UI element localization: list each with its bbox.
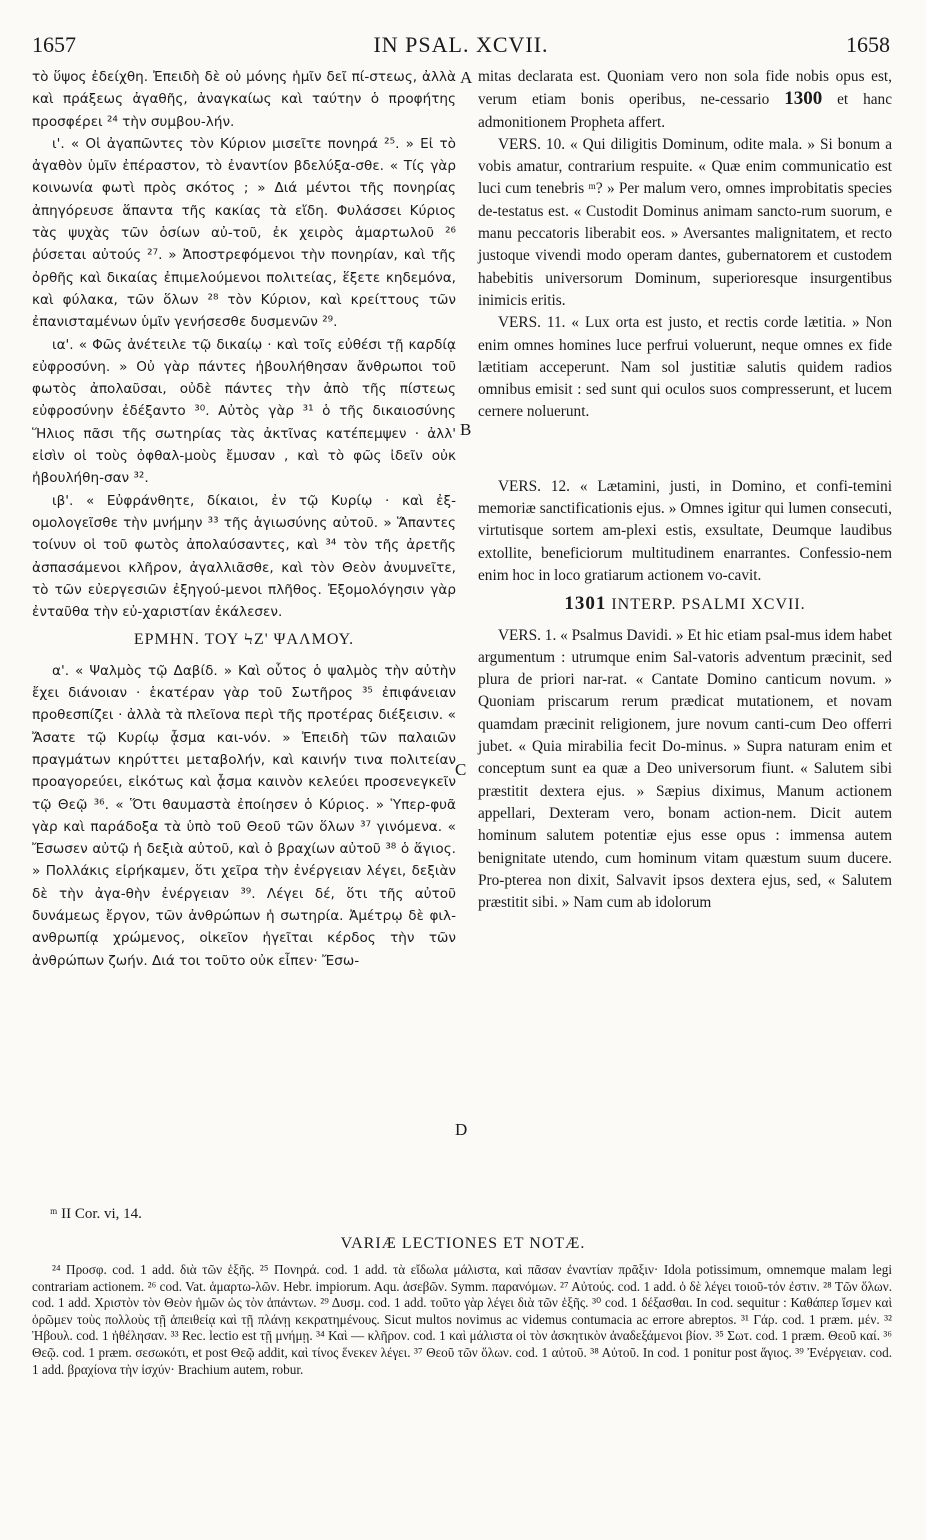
column-number-1300: 1300 [784,88,823,110]
latin-column [478,66,892,914]
greek-paragraph-4: ιβ'. « Εὐφράνθητε, δίκαιοι, ἐν τῷ Κυρίῳ · καὶ ἐξ-ομολογεῖσθε τὴν μνήμην ³³ τῆς ἁγιωσύνης αὐτοῦ. » Ἅπαντες τοίνυν οἱ τοῦ φωτὸς ἀπολαύσαντες, καὶ ³⁴ τὸν τῆς ἀρετῆς ἀσπασάμενοι κλῆρον, ἀγαλλιᾶσθε, καὶ τὸν Θεὸν ἀνυμνεῖτε, τὸ τῶν εὐεργεσιῶν ἐξηγού-μενοι πλῆθος. Ἐξομολόγησιν γὰρ ἐνταῦθα τὴν εὐ-χαριστίαν ἐκάλεσεν. [32,492,456,621]
greek-paragraph-5: α'. « Ψαλμὸς τῷ Δαβίδ. » Καὶ οὗτος ὁ ψαλμὸς τὴν αὐτὴν ἔχει διάνοιαν · ἑκατέραν γὰρ τοῦ Σωτῆρος ³⁵ ἐπιφάνειαν προθεσπίζει · ἀλλὰ τὰ πλεῖονα περὶ τῆς προτέρας διέξεισιν. « Ἄσατε τῷ Κυρίῳ ᾆσμα και-νόν. » Ἐπειδὴ τῶν παλαιῶν πραγμάτων κηρύττει μεταβολήν, καὶ καινήν τινα πολιτείαν προαγορεύει, εἰκότως καὶ ᾆσμα καινὸν κελεύει προσενεγκεῖν τῷ Θεῷ ³⁶. « Ὅτι θαυμαστὰ ἐποίησεν ὁ Κύριος. » Ὑπερ-φυᾶ γὰρ καὶ παράδοξα τὰ ὑπὸ τοῦ Θεοῦ τῶν ὅλων ³⁷ γινόμενα. « Ἔσωσεν αὐτῷ ἡ δεξιὰ αὐτοῦ, καὶ ὁ βραχίων αὐτοῦ ³⁸ ὁ ἅγιος. » Πολλάκις εἰρήκαμεν, ὅτι χεῖρα τὴν ἐνέργειαν λέγει, δεξιὰν δὲ τὴν ἀγα-θὴν ἐνέργειαν ³⁹. Λέγει δέ, ὅτι τῆς αὐτοῦ δυνάμεως ἔργον, τῶν ἀνθρώπων ἡ σωτηρία. Ἀμέτρῳ δὲ φιλ-ανθρωπίᾳ χρώμενος, οἰκεῖον ἡγεῖται κέρδος τὴν τῶν ἀνθρώπων ζωήν. Διά τοι τοῦτο οὐκ εἶπεν· Ἔσω- [32,662,456,969]
greek-paragraph-1: τὸ ὕψος ἐδείχθη. Ἐπειδὴ δὲ οὐ μόνης ἡμῖν δεῖ πί-στεως, ἀλλὰ καὶ πράξεως ἀγαθῆς, ἀναγκαίως καὶ ταύτην ὁ προφήτης προσφέρει ²⁴ τὴν συμβου-λήν. [32,69,456,130]
running-title: IN PSAL. XCVII. [373,32,549,57]
latin-paragraph-3: VERS. 11. « Lux orta est justo, et rectis corde lætitia. » Non enim omnes homines luce perfrui voluerunt, neque omnes ex fide lætitiam acceperunt. Nam sol justitiæ salutis quidem radios omnibus emisit : sed sunt qui oculos suos compresserunt, et lucem cernere noluerunt. [478,314,892,421]
latin-paragraph-1a: mitas declarata est. Quoniam vero non sola fide nobis opus est, verum etiam bonis operibus, ne-cessario [478,68,892,109]
greek-subheading: ΕΡΜΗΝ. ΤΟΥ ϞΖ' ΨΑΛΜΟΥ. [133,631,355,649]
greek-column [32,66,456,972]
column-number-1301: 1301 [564,593,607,615]
latin-paragraph-4: VERS. 12. « Lætamini, justi, in Domino, et confi-temini memoriæ sanctificationis ejus. » Omnes igitur qui lumen consecuti, virtutisque sortem am-plexi estis, exsultate, Deumque laudibus extollite, beneficiorum multitudinem enarrantes. Confessio-nem enim hoc in loco gratiarum actionem vo-cavit. [478,477,892,584]
greek-paragraph-2: ι'. « Οἱ ἀγαπῶντες τὸν Κύριον μισεῖτε πονηρά ²⁵. » Εἰ τὸ ἀγαθὸν ὑμῖν ἐπέραστον, τὸ ἐναντίον βδελύξα-σθε. « Τίς γὰρ κοινωνία φωτὶ πρὸς σκότος ; » Διά μέντοι τῆς πονηρίας ἀπηγόρευσε ἅπαντα τῆς κακίας τὰ εἴδη. Φυλάσσει Κύριος τὰς ψυχὰς τῶν ὁσίων αὐ-τοῦ, ἐκ χειρὸς ἁμαρτωλοῦ ²⁶ ῥύσεται αὐτούς ²⁷. » Ἀποστρεφόμενοι τὴν πονηρίαν, καὶ τῆς ὀρθῆς καὶ δικαίας ἐπιμελούμενοι πολιτείας, ἕξετε κηδεμόνα, καὶ φύλακα, τῶν ὅλων ²⁸ τὸν Κύριον, καὶ κρείττους τῶν ἐπανισταμένων ὑμῖν γενήσεσθε δυσμενῶν ²⁹. [32,135,456,331]
variae-lectiones-title: VARIÆ LECTIONES ET NOTÆ. [340,1235,586,1252]
greek-paragraph-3: ια'. « Φῶς ἀνέτειλε τῷ δικαίῳ · καὶ τοῖς εὐθέσι τῇ καρδίᾳ εὐφροσύνη. » Οὐ γὰρ πάντες ἠβουλήθησαν ἄνθρωποι τοῦ φωτὸς ἀπολαῦσαι, οὐδὲ πάντες τὴν ἀπὸ τῆς πίστεως εὐφροσύνην ἐδέξαντο ³⁰. Αὐτὸς γὰρ ³¹ ὁ τῆς δικαιοσύνης Ἥλιος πᾶσι τῆς σωτηρίας τὰς ἀκτῖνας κατέπεμψεν · ἀλλ' εἰσὶν οἱ τοὺς ὀφθαλ-μοὺς ἔμυσαν , καὶ τὸ φῶς ἰδεῖν οὐκ ἠβουλήθη-σαν ³². [32,336,456,487]
right-column-number: 1658 [846,32,890,57]
footnote: ᵐ II Cor. vi, 14. [50,1206,142,1222]
variae-lectiones-notes [32,1262,892,1378]
margin-letter-c: C [455,760,467,779]
latin-subheading: INTERP. PSALMI XCVII. [611,596,806,614]
latin-paragraph-5: VERS. 1. « Psalmus Davidi. » Et hic etiam psal-mus idem habet argumentum : utrumque enim Sal-vatoris adventum præcinit, sed plura de priori nar-rat. « Cantate Domino canticum novum. » Quoniam priscarum rerum prædicat mutationem, et novam quamdam præcinit religionem, jure novum canti-cum Deo offerri jubet. « Quia mirabilia fecit Do-minus. » Supra naturam enim et conceptum sunt ea quæ a Deo universorum fiunt. « Salutem sibi præstitit dextera ejus. » Sæpius diximus, Manum actionem appellari, Dexteram vero, bonam action-nem. Dicit autem hominum salutem potentiæ ejus esse opus : immensa autem benignitate utendo, cum hominum vitam quæstum suum ducere. Pro-pterea non dixit, Salvavit ipsos dextera ejus, sed, « Salutem præstitit sibi. » Nam cum ab idolorum [478,626,892,912]
margin-letter-b: B [460,420,472,439]
left-column-number: 1657 [32,32,76,57]
latin-paragraph-1b: et hanc admonitionem Propheta affert. [478,91,892,131]
margin-letter-a: A [460,68,473,87]
notes-text: ²⁴ Προσφ. cod. 1 add. διὰ τῶν ἑξῆς. ²⁵ Πονηρά. cod. 1 add. τὰ εἴδωλα μάλιστα, καὶ πᾶσαν ἐναντίαν πρᾶξιν· Idola potissimum, omnemque malam legi contrariam actionem. ²⁶ cod. Vat. ἁμαρτω-λῶν. Hebr. impiorum. Aqu. ἀσεβῶν. Symm. παρανόμων. ²⁷ Αὐτούς. cod. 1 add. ὁ δὲ λέγει τοιοῦ-τόν ἐστιν. ²⁸ Τῶν ὅλων. cod. 1 add. Χριστὸν τὸν Θεὸν ἡμῶν ὡς τὸν ἁπάντων. ²⁹ Δυσμ. cod. 1 add. τοῦτο γὰρ λέγει διὰ τῶν ἑξῆς. ³⁰ cod. 1 δέξασθαι. In cod. sequitur : Καθάπερ ἴσμεν καὶ ὁρῶμεν τοὺς πολλοὺς τῇ ἀπειθείᾳ καὶ τῇ πλάνῃ κεκρατημένους. Sicut multos novimus ac videmus contumacia ac errore abreptos. ³¹ Γάρ. cod. 1 præm. μέν. ³² Ἠβουλ. cod. 1 ἠθέλησαν. ³³ Rec. lectio est τῇ μνήμῃ. ³⁴ Καὶ — κλῆρον. cod. 1 καὶ μάλιστα οἱ τὸν ἀσκητικὸν ἀναδεξάμενοι βίον. ³⁵ Σωτ. cod. 1 præm. Θεοῦ καί. ³⁶ Θεῷ. cod. 1 præm. σεσωκότι, et post Θεῷ addit, καὶ τίνος ἕνεκεν λέγει. ³⁷ Θεοῦ τῶν ὅλων. cod. 1 αὐτοῦ. ³⁸ Αὐτοῦ. In cod. 1 ponitur post ἅγιος. ³⁹ Ἐνέργειαν. cod. 1 add. βραχίονα τὴν ἰσχύν· Brachium autem, robur. [32,1262,892,1377]
page-header [32,32,890,62]
latin-paragraph-2: VERS. 10. « Qui diligitis Dominum, odite mala. » Si bonum a vobis amatur, contrarium respuite. « Quæ enim communicatio est luci cum tenebris ᵐ? » Per malum vero, omnes improbitatis species de-testatus est. « Custodit Dominus animam sancto-rum suorum, e manu peccatoris liberabit eos. » Aversantes malignitatem, et recto justoque vivendi modo operam dantes, gubernatorem et custodem habebitis universorum Dominum, superioresque insurgentibus inimicis eritis. [478,135,892,309]
margin-letter-d: D [455,1120,468,1139]
latin-subheading-line [478,593,892,616]
